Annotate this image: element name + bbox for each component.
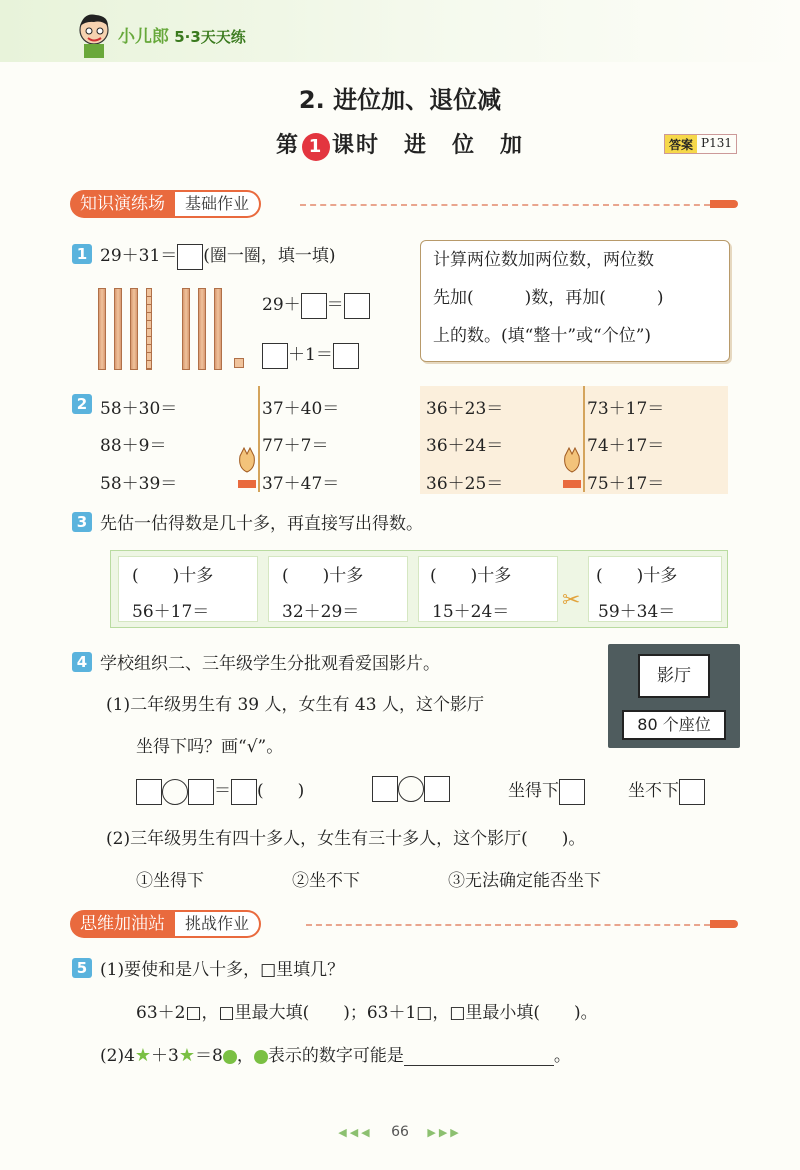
q2-item: 37＋40＝ xyxy=(262,399,340,419)
q5-question: 表示的数字可能是 xyxy=(267,1046,404,1066)
ten-rod xyxy=(98,288,106,370)
q4-part1-b: 坐得下吗？画“√”。 xyxy=(136,737,284,757)
answer-box[interactable] xyxy=(301,293,327,319)
q2-item: 74＋17＝ xyxy=(587,436,665,456)
ten-rod xyxy=(182,288,190,370)
fit-label: 坐得下 xyxy=(508,781,559,801)
q3-item: 32＋29＝ xyxy=(282,602,360,622)
tip-line: 计算两位数加两位数，两位数 xyxy=(433,250,654,270)
q1-instruction: (圈一圈，填一填) xyxy=(203,246,336,266)
q5-equals: ＝8 xyxy=(195,1046,223,1066)
section-basic-sub: 基础作业 xyxy=(175,190,261,218)
q2-item: 73＋17＝ xyxy=(587,399,665,419)
section-challenge-sub: 挑战作业 xyxy=(175,910,261,938)
q5-digit: (2)4 xyxy=(100,1046,135,1066)
brand-series: 5·3天天练 xyxy=(174,28,246,46)
q4-nofit-option xyxy=(628,776,705,805)
q2-item: 88＋9＝ xyxy=(100,436,167,456)
section-divider xyxy=(306,924,710,926)
ten-rod xyxy=(114,288,122,370)
operator-circle[interactable] xyxy=(162,779,188,805)
q3-hint: ( )十多 xyxy=(132,566,214,586)
page-number: 66 xyxy=(391,1124,409,1140)
q1-eq1 xyxy=(262,290,370,319)
fox-icon xyxy=(561,446,583,490)
section-basic-label: 知识演练场 xyxy=(70,190,175,218)
equals-sign: ＝ xyxy=(214,781,231,801)
q3-hint: ( )十多 xyxy=(282,566,364,586)
q1-eq2 xyxy=(262,340,359,369)
q4-part2: (2)三年级男生有四十多人，女生有三十多人，这个影厅( )。 xyxy=(106,829,586,849)
q3-hint: ( )十多 xyxy=(596,566,678,586)
ten-rod xyxy=(214,288,222,370)
q4-option[interactable]: ②坐不下 xyxy=(292,871,360,891)
answer-box[interactable] xyxy=(344,293,370,319)
q4-fit-option xyxy=(508,776,585,805)
cinema-seats: 80 个座位 xyxy=(622,710,726,740)
answer-page: P131 xyxy=(701,136,732,150)
q5-end: 。 xyxy=(553,1046,571,1066)
q2-item: 77＋7＝ xyxy=(262,436,329,456)
q5-comma: ， xyxy=(236,1046,254,1066)
section-divider xyxy=(300,204,710,206)
scissors-icon: ✂ xyxy=(562,588,581,613)
page-footer xyxy=(0,1124,800,1140)
q2-item: 36＋25＝ xyxy=(426,474,504,494)
check-box[interactable] xyxy=(679,779,705,805)
ten-rod xyxy=(130,288,138,370)
q5-part2 xyxy=(100,1041,571,1066)
section-basic xyxy=(70,190,261,218)
question-number: 5 xyxy=(72,958,92,978)
lesson-prefix: 第 xyxy=(275,133,300,158)
question-number: 2 xyxy=(72,394,92,414)
answer-box[interactable] xyxy=(372,776,398,802)
star-icon: ★ xyxy=(134,1045,152,1066)
nofit-label: 坐不下 xyxy=(628,781,679,801)
column-divider xyxy=(583,386,585,492)
q3-item: 15＋24＝ xyxy=(432,602,510,622)
answer-box[interactable] xyxy=(188,779,214,805)
answer-box[interactable] xyxy=(262,343,288,369)
left-arrows-icon: ◀◀◀ xyxy=(338,1126,373,1139)
section-challenge xyxy=(70,910,261,938)
section-challenge-label: 思维加油站 xyxy=(70,910,175,938)
pencil-icon xyxy=(710,920,738,928)
lesson-name: 课时 进 位 加 xyxy=(332,133,525,158)
q5-part1: (1)要使和是八十多，□里填几？ xyxy=(100,960,345,980)
fox-icon xyxy=(236,446,258,490)
q4-option[interactable]: ③无法确定能否坐下 xyxy=(448,871,601,891)
q5-digit: ＋3 xyxy=(151,1046,179,1066)
q1-eq1-equals: ＝ xyxy=(326,295,344,315)
q1-eq2-text: ＋1＝ xyxy=(288,345,333,365)
q4-equation xyxy=(136,776,304,805)
q4-prompt: 学校组织二、三年级学生分批观看爱国影片。 xyxy=(100,654,440,674)
cinema-image xyxy=(608,644,740,748)
brand xyxy=(118,22,246,47)
question-number: 1 xyxy=(72,244,92,264)
answer-line[interactable] xyxy=(404,1046,554,1066)
column-divider xyxy=(258,386,260,492)
unit-paren: ( ) xyxy=(257,781,305,801)
q4-compare xyxy=(372,776,450,802)
q4-option[interactable]: ①坐得下 xyxy=(136,871,204,891)
check-box[interactable] xyxy=(559,779,585,805)
q5-part1-line: 63＋2□，□里最大填( )；63＋1□，□里最小填( )。 xyxy=(136,1003,598,1023)
page-title: 2. 进位加、退位减 xyxy=(298,86,502,114)
answer-label: 答案 xyxy=(665,135,697,153)
q3-prompt: 先估一估得数是几十多，再直接写出得数。 xyxy=(100,514,423,534)
q2-item: 36＋23＝ xyxy=(426,399,504,419)
answer-box[interactable] xyxy=(177,244,203,270)
green-dot-icon xyxy=(223,1050,237,1064)
q1-eq1-left: 29＋ xyxy=(262,295,301,315)
nine-units-column xyxy=(146,288,152,370)
q1-prompt xyxy=(100,241,336,270)
lesson-number: 1 xyxy=(302,133,330,161)
compare-circle[interactable] xyxy=(398,776,424,802)
q3-item: 59＋34＝ xyxy=(598,602,676,622)
q3-item: 56＋17＝ xyxy=(132,602,210,622)
cinema-screen: 影厅 xyxy=(638,654,710,698)
tip-line: 先加( )数，再加( ) xyxy=(433,288,664,308)
question-number: 3 xyxy=(72,512,92,532)
unit-cube xyxy=(234,358,244,368)
tip-card xyxy=(420,240,730,362)
q2-item: 36＋24＝ xyxy=(426,436,504,456)
answer-box[interactable] xyxy=(136,779,162,805)
mascot-icon xyxy=(74,12,114,58)
q2-item: 37＋47＝ xyxy=(262,474,340,494)
q1-expression: 29＋31＝ xyxy=(100,246,178,266)
q4-part1-a: (1)二年级男生有 39 人，女生有 43 人，这个影厅 xyxy=(106,695,484,715)
ten-rod xyxy=(198,288,206,370)
star-icon: ★ xyxy=(178,1045,196,1066)
answer-box[interactable] xyxy=(231,779,257,805)
q2-item: 75＋17＝ xyxy=(587,474,665,494)
brand-name: 小儿郎 xyxy=(118,27,169,47)
q2-item: 58＋30＝ xyxy=(100,399,178,419)
green-dot-icon xyxy=(254,1050,268,1064)
tip-line: 上的数。(填“整十”或“个位”) xyxy=(433,326,652,346)
right-arrows-icon: ▶▶▶ xyxy=(427,1126,462,1139)
q2-item: 58＋39＝ xyxy=(100,474,178,494)
q3-hint: ( )十多 xyxy=(430,566,512,586)
answer-box[interactable] xyxy=(424,776,450,802)
answer-ref[interactable] xyxy=(664,134,737,154)
question-number: 4 xyxy=(72,652,92,672)
pencil-icon xyxy=(710,200,738,208)
answer-box[interactable] xyxy=(333,343,359,369)
